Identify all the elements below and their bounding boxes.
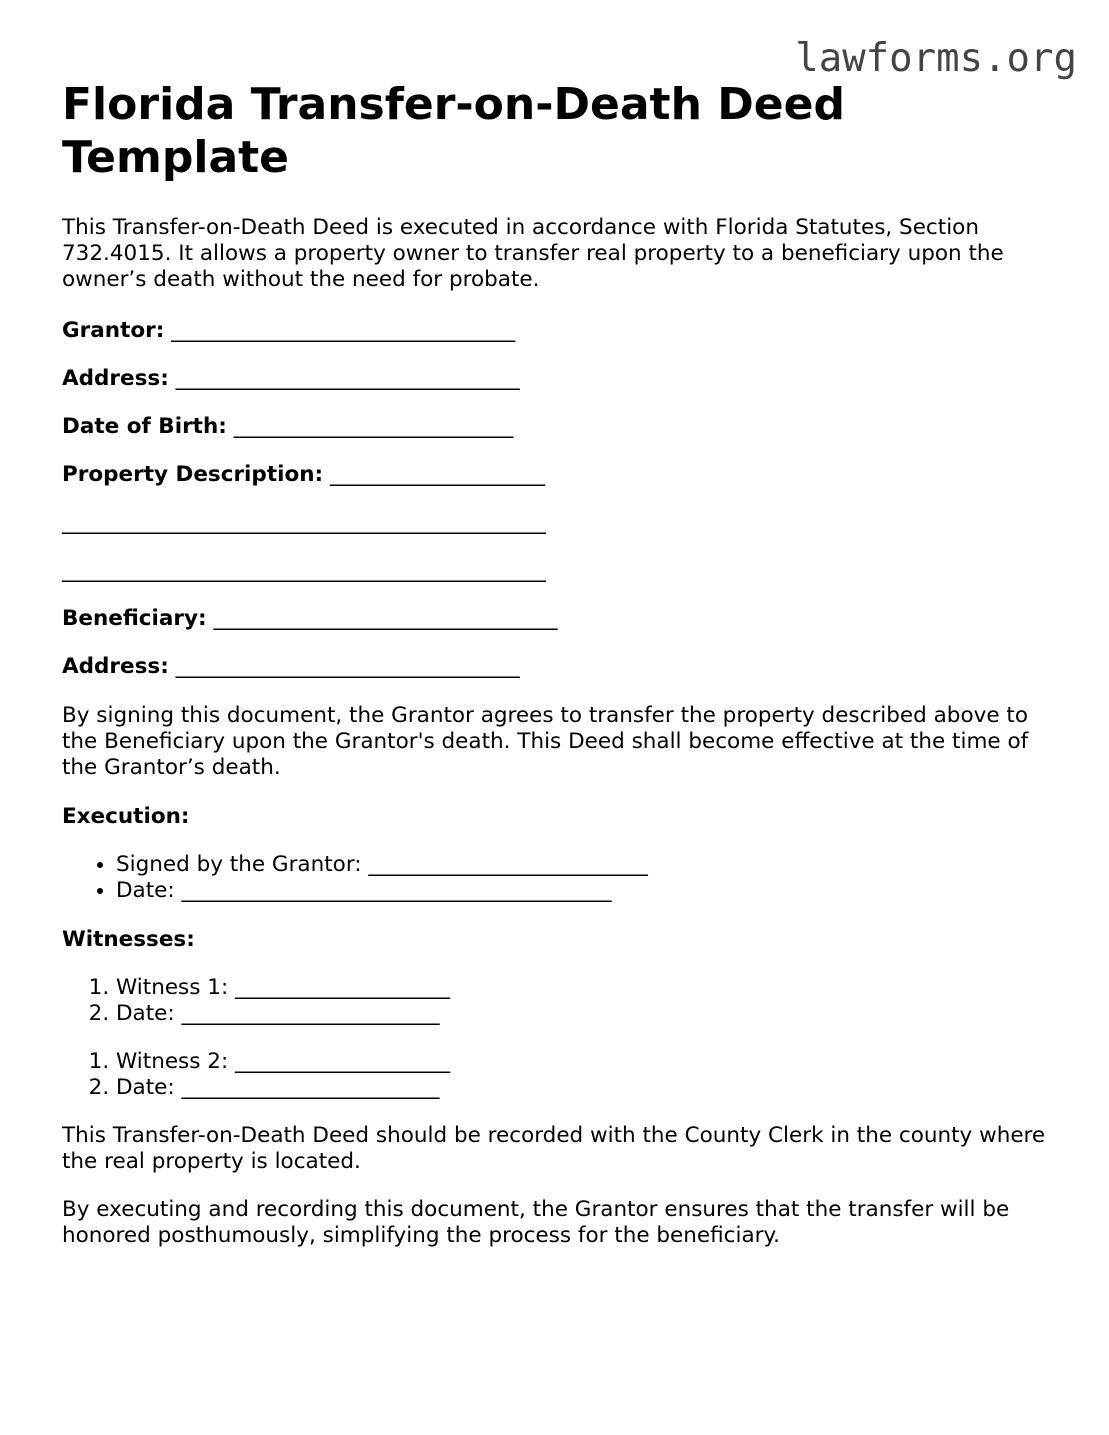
beneficiary-label: Beneficiary: <box>62 606 207 631</box>
beneficiary-field <box>62 605 1052 633</box>
witness-1-date-item[interactable]: 2. Date: ________________________ <box>116 1001 1052 1027</box>
property-description-blank[interactable]: ____________________ <box>329 462 545 487</box>
recording-note-paragraph: This Transfer-on-Death Deed should be recorded with the County Clerk in the county where the real property is located. <box>62 1123 1046 1174</box>
grantor-field <box>62 317 1052 345</box>
beneficiary-address-label: Address: <box>62 654 169 679</box>
document-body <box>62 78 1052 1249</box>
closing-paragraph: By executing and recording this document, the Grantor ensures that the transfer will be honored posthumously, simplifying the process for the beneficiary. <box>62 1197 1010 1248</box>
date-of-birth-field <box>62 413 1052 441</box>
site-watermark: lawforms.org <box>795 36 1077 81</box>
execution-signature-item[interactable]: • Signed by the Grantor: __________________________ <box>116 852 1052 878</box>
beneficiary-address-field <box>62 653 1052 681</box>
property-description-line-1[interactable]: _____________________________________________ <box>62 510 546 535</box>
execution-date-item[interactable]: • Date: ________________________________________ <box>116 878 1052 904</box>
property-description-label: Property Description: <box>62 462 324 487</box>
witness-2-list <box>62 1049 1052 1101</box>
execution-list <box>62 852 1052 904</box>
grantor-address-label: Address: <box>62 366 169 391</box>
grantor-blank[interactable]: ________________________________ <box>171 318 516 343</box>
document-title: Florida Transfer-on-Death Deed Template <box>62 79 845 183</box>
witness-2-date-item[interactable]: 2. Date: ________________________ <box>116 1075 1052 1101</box>
date-of-birth-label: Date of Birth: <box>62 414 227 439</box>
intro-paragraph: This Transfer-on-Death Deed is executed in accordance with Florida Statutes, Section 732.4015. It allows a property owner to transfer real property to a beneficiary upon the owner’s death without the need for probate. <box>62 215 1004 292</box>
beneficiary-blank[interactable]: ________________________________ <box>213 606 558 631</box>
grantor-label: Grantor: <box>62 318 165 343</box>
property-description-line-2[interactable]: _____________________________________________ <box>62 558 546 583</box>
agreement-paragraph: By signing this document, the Grantor agrees to transfer the property described above to the Beneficiary upon the Grantor's death. This Deed shall become effective at the time of the Grantor’s death. <box>62 703 1029 780</box>
grantor-address-blank[interactable]: ________________________________ <box>175 366 520 391</box>
witness-2-item[interactable]: 1. Witness 2: ____________________ <box>116 1049 1052 1075</box>
execution-heading: Execution: <box>62 804 190 829</box>
witness-1-list <box>62 975 1052 1027</box>
grantor-address-field <box>62 365 1052 393</box>
date-of-birth-blank[interactable]: __________________________ <box>233 414 514 439</box>
beneficiary-address-blank[interactable]: ________________________________ <box>175 654 520 679</box>
property-description-field <box>62 461 1052 489</box>
witnesses-heading: Witnesses: <box>62 927 195 952</box>
witness-1-item[interactable]: 1. Witness 1: ____________________ <box>116 975 1052 1001</box>
